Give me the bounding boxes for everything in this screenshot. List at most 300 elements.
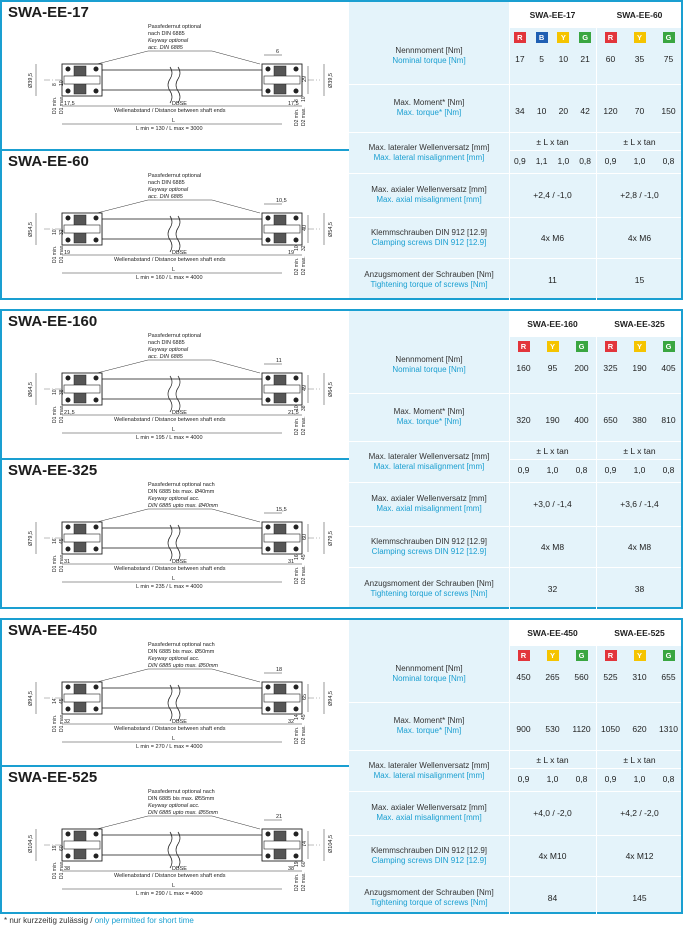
- row-label-de: Klemmschrauben DIN 912 [12.9]: [370, 845, 488, 855]
- drawing-text: acc. DIN 6885: [148, 45, 183, 51]
- drawing-text: 32: [64, 719, 71, 725]
- row-divider: [349, 526, 681, 527]
- drawing-text: 38: [288, 866, 295, 872]
- screw-right: [294, 854, 299, 859]
- drawing-text: 16: [52, 538, 58, 544]
- screw-left: [66, 238, 71, 243]
- drawing-text: 19: [52, 845, 58, 851]
- drawing-text: Wellenabstand / Distance between shaft ends: [114, 873, 226, 879]
- screw-left: [66, 707, 71, 712]
- drawing-text: L min = 160 / L max = 4000: [136, 275, 203, 281]
- row-label: [349, 664, 509, 684]
- screw-right: [294, 67, 299, 72]
- sub-divider: [509, 150, 681, 151]
- coupling-drawing: [2, 327, 349, 467]
- drawing-panel: [2, 2, 349, 298]
- leader-line: [212, 51, 260, 64]
- lat-value: 1,0: [546, 465, 559, 475]
- drawing-text: D2 max.: [301, 107, 307, 126]
- max-value: 1310: [659, 724, 678, 734]
- lat-value: 0,8: [579, 156, 592, 166]
- drawing-text: nach DIN 6885: [148, 340, 185, 346]
- screw-right: [266, 67, 271, 72]
- screw-left: [66, 376, 71, 381]
- screw-right: [294, 376, 299, 381]
- color-chip-G: G: [579, 32, 591, 43]
- color-chip-Y: Y: [557, 32, 569, 43]
- max-value: 400: [574, 415, 589, 425]
- drawing-text: nach DIN 6885: [148, 180, 185, 186]
- product-title: SWA-EE-60: [8, 153, 89, 170]
- leader-line: [97, 200, 148, 213]
- model-divider: [596, 620, 597, 920]
- max-value: 70: [634, 106, 645, 116]
- drawing-text: 16: [294, 554, 300, 560]
- lat-value: 0,8: [662, 465, 675, 475]
- bore-left: [64, 534, 100, 542]
- nenn-value: 160: [516, 363, 531, 373]
- screw-right: [266, 376, 271, 381]
- ax-value: +3,0 / -1,4: [533, 499, 572, 509]
- row-label: [349, 407, 509, 427]
- drawing-text: DIN 6885 upto max. Ø55mm: [148, 810, 219, 816]
- row-label-de: Nennmoment [Nm]: [395, 355, 463, 364]
- row-label: [349, 185, 509, 205]
- color-chip-R: R: [605, 32, 617, 43]
- nenn-value: 310: [632, 672, 647, 682]
- drawing-text: D1 max.: [59, 860, 65, 879]
- color-chip-Y: Y: [634, 650, 646, 661]
- screw-right: [266, 525, 271, 530]
- nenn-value: 655: [661, 672, 676, 682]
- drawing-text: 17,5: [64, 101, 75, 107]
- row-label-en: Max. axial misalignment [mm]: [376, 195, 482, 204]
- drawing-text: L min = 130 / L max = 3000: [136, 126, 203, 132]
- drawing-text: L min = 270 / L max = 4000: [136, 744, 203, 750]
- screw-left: [94, 67, 99, 72]
- ax-value: +2,4 / -1,0: [533, 190, 572, 200]
- column-divider: [509, 311, 510, 611]
- screw-value: 4x M6: [540, 232, 565, 243]
- drawing-text: 60: [301, 861, 307, 867]
- spec-table: [349, 620, 681, 912]
- drawing-text: Wellenabstand / Distance between shaft ends: [114, 417, 226, 423]
- drawing-text: 31: [64, 559, 71, 565]
- row-label-de: Anzugsmoment der Schrauben [Nm]: [364, 579, 494, 588]
- drawing-text: DBSE: [172, 866, 187, 872]
- leader-line: [97, 51, 148, 64]
- tube: [102, 70, 262, 90]
- drawing-text: Passfedernut optional nach: [148, 482, 215, 488]
- coupling-drawing: [2, 18, 349, 158]
- row-divider: [349, 441, 681, 442]
- lat-value: 1,1: [535, 156, 548, 166]
- product-section: [0, 309, 683, 609]
- drawing-text: DIN 6885 upto max. Ø40mm: [148, 503, 219, 509]
- drawing-text: Keyway optional acc.: [148, 496, 200, 502]
- drawing-text: DBSE: [172, 410, 187, 416]
- drawing-text: DBSE: [172, 250, 187, 256]
- row-label-de: Anzugsmoment der Schrauben [Nm]: [364, 270, 494, 279]
- drawing-text: L: [172, 576, 176, 582]
- leader-line: [212, 669, 260, 682]
- drawing-panel: [2, 311, 349, 607]
- screw-left: [94, 832, 99, 837]
- ax-value: +4,2 / -2,0: [620, 808, 659, 818]
- nenn-value: 17: [515, 54, 525, 64]
- max-value: 42: [580, 106, 590, 116]
- footnote-en: only permitted for short time: [94, 916, 194, 925]
- drawing-text: 19: [288, 250, 295, 256]
- row-label: [349, 98, 509, 118]
- screw-left: [94, 376, 99, 381]
- row-label-de: Max. axialer Wellenversatz [mm]: [371, 494, 487, 503]
- lat-value: 0,8: [575, 774, 588, 784]
- drawing-text: Ø94,5: [28, 691, 34, 706]
- drawing-text: L min = 195 / L max = 4000: [136, 435, 203, 441]
- product-title: SWA-EE-525: [8, 769, 98, 786]
- screw-left: [66, 216, 71, 221]
- color-chip-Y: Y: [634, 341, 646, 352]
- screw-right: [266, 854, 271, 859]
- max-value: 620: [632, 724, 647, 734]
- lateral-formula: ± L x tan: [623, 446, 656, 456]
- drawing-text: D2 max.: [301, 565, 307, 584]
- screw-right: [266, 685, 271, 690]
- screw-value: 4x M10: [538, 850, 567, 861]
- drawing-text: Passfedernut optional: [148, 173, 202, 179]
- row-divider: [349, 567, 681, 568]
- row-divider: [349, 173, 681, 174]
- lateral-formula: ± L x tan: [536, 137, 569, 147]
- row-label-de: Nennmoment [Nm]: [395, 46, 463, 55]
- drawing-text: Wellenabstand / Distance between shaft ends: [114, 257, 226, 263]
- leader-line: [97, 360, 148, 373]
- drawing-text: 14: [294, 714, 300, 720]
- row-label: [349, 888, 509, 908]
- nenn-value: 5: [539, 54, 544, 64]
- max-value: 650: [603, 415, 618, 425]
- drawing-text: Wellenabstand / Distance between shaft ends: [114, 726, 226, 732]
- drawing-text: D1 max.: [59, 553, 65, 572]
- leader-line: [97, 669, 148, 682]
- max-value: 530: [545, 724, 560, 734]
- bore-left: [64, 225, 100, 233]
- drawing-text: D1 min.: [52, 96, 58, 114]
- drawing-text: Ø54,5: [328, 222, 334, 237]
- drawing-text: 18: [276, 667, 283, 673]
- drawing-text: D1 min.: [52, 554, 58, 572]
- drawing-text: 10: [301, 96, 307, 102]
- nenn-value: 200: [574, 363, 589, 373]
- bore-left: [64, 76, 100, 84]
- lat-value: 1,0: [633, 465, 646, 475]
- row-label-en: Tightening torque of screws [Nm]: [370, 280, 488, 289]
- drawing-text: 8: [52, 83, 58, 86]
- drawing-text: DBSE: [172, 101, 187, 107]
- column-divider: [509, 2, 510, 302]
- nenn-value: 10: [558, 54, 569, 64]
- lateral-formula: ± L x tan: [536, 755, 569, 765]
- nenn-value: 560: [574, 672, 589, 682]
- lat-value: 0,8: [575, 465, 588, 475]
- screw-right: [294, 216, 299, 221]
- screw-value: 4x M8: [540, 541, 565, 552]
- sub-divider: [509, 459, 681, 460]
- lat-value: 0,9: [517, 774, 530, 784]
- drawing-text: 74: [302, 840, 308, 847]
- nenn-value: 405: [661, 363, 676, 373]
- drawing-text: Ø39,5: [28, 73, 34, 88]
- row-label-en: Max. axial misalignment [mm]: [376, 504, 482, 513]
- drawing-text: Keyway optional acc.: [148, 656, 200, 662]
- product-section: [0, 618, 683, 914]
- drawing-text: D1 max.: [59, 713, 65, 732]
- leader-line: [212, 816, 260, 829]
- drawing-panel: [2, 620, 349, 912]
- lat-value: 0,9: [604, 465, 617, 475]
- max-value: 320: [516, 415, 531, 425]
- drawing-divider: [2, 458, 349, 460]
- leader-line: [97, 816, 148, 829]
- color-chip-R: R: [605, 650, 617, 661]
- drawing-text: 10: [294, 405, 300, 411]
- row-label: [349, 494, 509, 514]
- drawing-text: D1 max.: [59, 404, 65, 423]
- drawing-text: 60: [59, 845, 65, 851]
- drawing-text: DBSE: [172, 719, 187, 725]
- nenn-value: 190: [632, 363, 647, 373]
- coupling-drawing: [2, 783, 349, 923]
- drawing-text: DIN 6885 bis max. Ø50mm: [148, 649, 215, 655]
- row-label-en: Clamping screws DIN 912 [12.9]: [371, 237, 487, 247]
- drawing-text: D1 max.: [59, 95, 65, 114]
- footnote-de: * nur kurzzeitig zulässig /: [4, 916, 95, 925]
- drawing-text: 21: [276, 814, 283, 820]
- bore-left: [64, 694, 100, 702]
- drawing-text: D2 max.: [301, 256, 307, 275]
- drawing-text: DIN 6885 upto max. Ø50mm: [148, 663, 219, 669]
- color-chip-Y: Y: [547, 650, 559, 661]
- model-divider: [596, 311, 597, 611]
- row-label-de: Nennmoment [Nm]: [395, 664, 463, 673]
- color-chip-R: R: [518, 650, 530, 661]
- drawing-text: 29: [302, 75, 308, 82]
- nenn-value: 35: [634, 54, 645, 64]
- color-chip-G: G: [663, 650, 675, 661]
- screw-left: [66, 832, 71, 837]
- screw-left: [66, 67, 71, 72]
- tq-value: 15: [634, 275, 645, 285]
- ax-value: +2,8 / -1,0: [620, 190, 659, 200]
- drawing-text: Ø79,5: [28, 531, 34, 546]
- row-label-en: Nominal torque [Nm]: [392, 365, 466, 374]
- nenn-value: 265: [545, 672, 560, 682]
- color-chip-Y: Y: [547, 341, 559, 352]
- nenn-value: 60: [605, 54, 616, 64]
- lateral-formula: ± L x tan: [623, 755, 656, 765]
- drawing-text: Passfedernut optional nach: [148, 789, 215, 795]
- product-title: SWA-EE-160: [8, 313, 98, 330]
- model-divider: [596, 2, 597, 302]
- drawing-text: 40: [302, 224, 308, 231]
- drawing-text: Ø94,5: [328, 691, 334, 706]
- lateral-formula: ± L x tan: [536, 446, 569, 456]
- max-value: 20: [558, 106, 569, 116]
- row-label-de: Max. lateraler Wellenversatz [mm]: [368, 760, 490, 770]
- screw-right: [294, 685, 299, 690]
- drawing-text: 19: [64, 250, 71, 256]
- model-name: SWA-EE-525: [614, 628, 665, 638]
- drawing-divider: [2, 765, 349, 767]
- color-chip-G: G: [576, 341, 588, 352]
- row-label-en: Max. lateral misalignment [mm]: [373, 152, 485, 162]
- drawing-text: D2 max.: [301, 416, 307, 435]
- drawing-text: DIN 6885 bis max. Ø55mm: [148, 796, 215, 802]
- row-label-de: Max. lateraler Wellenversatz [mm]: [368, 451, 490, 461]
- drawing-text: Keyway optional: [148, 347, 189, 353]
- row-divider: [349, 876, 681, 877]
- coupling-drawing: [2, 476, 349, 616]
- drawing-text: 45: [59, 698, 65, 704]
- drawing-text: D1 min.: [52, 714, 58, 732]
- row-label: [349, 761, 509, 781]
- drawing-text: Passfedernut optional: [148, 24, 202, 30]
- row-label: [349, 846, 509, 866]
- screw-right: [294, 525, 299, 530]
- screw-left: [66, 525, 71, 530]
- lat-value: 0,9: [604, 774, 617, 784]
- product-title: SWA-EE-450: [8, 622, 98, 639]
- max-value: 190: [545, 415, 560, 425]
- column-divider: [509, 620, 510, 920]
- model-name: SWA-EE-60: [616, 10, 663, 20]
- drawing-text: acc. DIN 6885: [148, 354, 183, 360]
- drawing-text: Ø64,5: [28, 382, 34, 397]
- row-divider: [349, 835, 681, 836]
- model-name: SWA-EE-325: [614, 319, 665, 329]
- spec-table: [349, 2, 681, 298]
- drawing-text: 60: [302, 533, 308, 540]
- screw-left: [94, 525, 99, 530]
- screw-right: [266, 547, 271, 552]
- color-chip-Y: Y: [634, 32, 646, 43]
- drawing-text: Ø79,5: [328, 531, 334, 546]
- drawing-text: 38: [301, 405, 307, 411]
- screw-right: [266, 238, 271, 243]
- screw-left: [66, 547, 71, 552]
- max-value: 120: [603, 106, 618, 116]
- row-label-de: Anzugsmoment der Schrauben [Nm]: [364, 888, 494, 897]
- drawing-text: D2 min.: [294, 566, 300, 584]
- drawing-text: Keyway optional: [148, 187, 189, 193]
- drawing-text: L: [172, 427, 176, 433]
- product-title: SWA-EE-17: [8, 4, 89, 21]
- drawing-text: 21,5: [288, 410, 299, 416]
- tq-value: 11: [548, 275, 557, 285]
- drawing-text: Passfedernut optional: [148, 333, 202, 339]
- row-label-de: Max. axialer Wellenversatz [mm]: [371, 185, 487, 194]
- color-chip-G: G: [663, 32, 675, 43]
- lat-value: 0,9: [517, 465, 530, 475]
- screw-right: [294, 547, 299, 552]
- drawing-text: 11: [276, 358, 282, 364]
- drawing-text: 10: [52, 229, 58, 235]
- color-chip-G: G: [663, 341, 675, 352]
- row-divider: [349, 84, 681, 85]
- screw-left: [94, 707, 99, 712]
- tq-value: 38: [634, 584, 645, 594]
- drawing-text: 49: [302, 384, 308, 391]
- ax-value: +4,0 / -2,0: [533, 808, 572, 818]
- row-divider: [349, 702, 681, 703]
- row-label: [349, 537, 509, 557]
- lat-value: 0,8: [662, 156, 675, 166]
- screw-left: [66, 854, 71, 859]
- leader-line: [212, 200, 260, 213]
- drawing-text: D1 min.: [52, 861, 58, 879]
- lat-value: 0,8: [662, 774, 675, 784]
- row-label: [349, 46, 509, 66]
- product-section: [0, 0, 683, 300]
- row-label-de: Max. Moment* [Nm]: [393, 98, 465, 107]
- row-label: [349, 143, 509, 163]
- drawing-divider: [2, 149, 349, 151]
- row-divider: [349, 217, 681, 218]
- screw-right: [294, 398, 299, 403]
- drawing-text: D1 min.: [52, 405, 58, 423]
- screw-right: [266, 398, 271, 403]
- drawing-text: 31: [288, 559, 295, 565]
- screw-left: [66, 89, 71, 94]
- drawing-text: 19: [294, 861, 300, 867]
- row-label-en: Max. lateral misalignment [mm]: [373, 770, 485, 780]
- drawing-text: D1 max.: [59, 244, 65, 263]
- drawing-text: D2 min.: [294, 873, 300, 891]
- drawing-text: Ø39,5: [328, 73, 334, 88]
- row-label-en: Tightening torque of screws [Nm]: [370, 898, 488, 907]
- row-label: [349, 716, 509, 736]
- row-label-en: Max. lateral misalignment [mm]: [373, 461, 485, 471]
- lat-value: 1,0: [546, 774, 559, 784]
- leader-line: [97, 509, 148, 522]
- drawing-text: L min = 235 / L max = 4000: [136, 584, 203, 590]
- screw-right: [294, 89, 299, 94]
- drawing-text: L: [172, 883, 176, 889]
- drawing-text: Ø64,5: [328, 382, 334, 397]
- drawing-text: DIN 6885 bis max. Ø40mm: [148, 489, 215, 495]
- bore-left: [64, 385, 100, 393]
- model-name: SWA-EE-450: [527, 628, 578, 638]
- tube: [102, 835, 262, 855]
- color-chip-G: G: [576, 650, 588, 661]
- tube: [102, 528, 262, 548]
- row-divider: [349, 750, 681, 751]
- row-label-de: Max. Moment* [Nm]: [393, 407, 465, 416]
- color-chip-R: R: [605, 341, 617, 352]
- row-label-de: Max. Moment* [Nm]: [393, 716, 465, 725]
- bore-right: [264, 534, 300, 542]
- coupling-drawing: [2, 167, 349, 307]
- row-divider: [349, 132, 681, 133]
- screw-right: [294, 707, 299, 712]
- drawing-text: 45: [301, 554, 307, 560]
- coupling-drawing: [2, 636, 349, 776]
- max-value: 150: [661, 106, 676, 116]
- row-label-en: Max. torque* [Nm]: [396, 108, 462, 117]
- bore-right: [264, 76, 300, 84]
- drawing-text: 45: [59, 538, 65, 544]
